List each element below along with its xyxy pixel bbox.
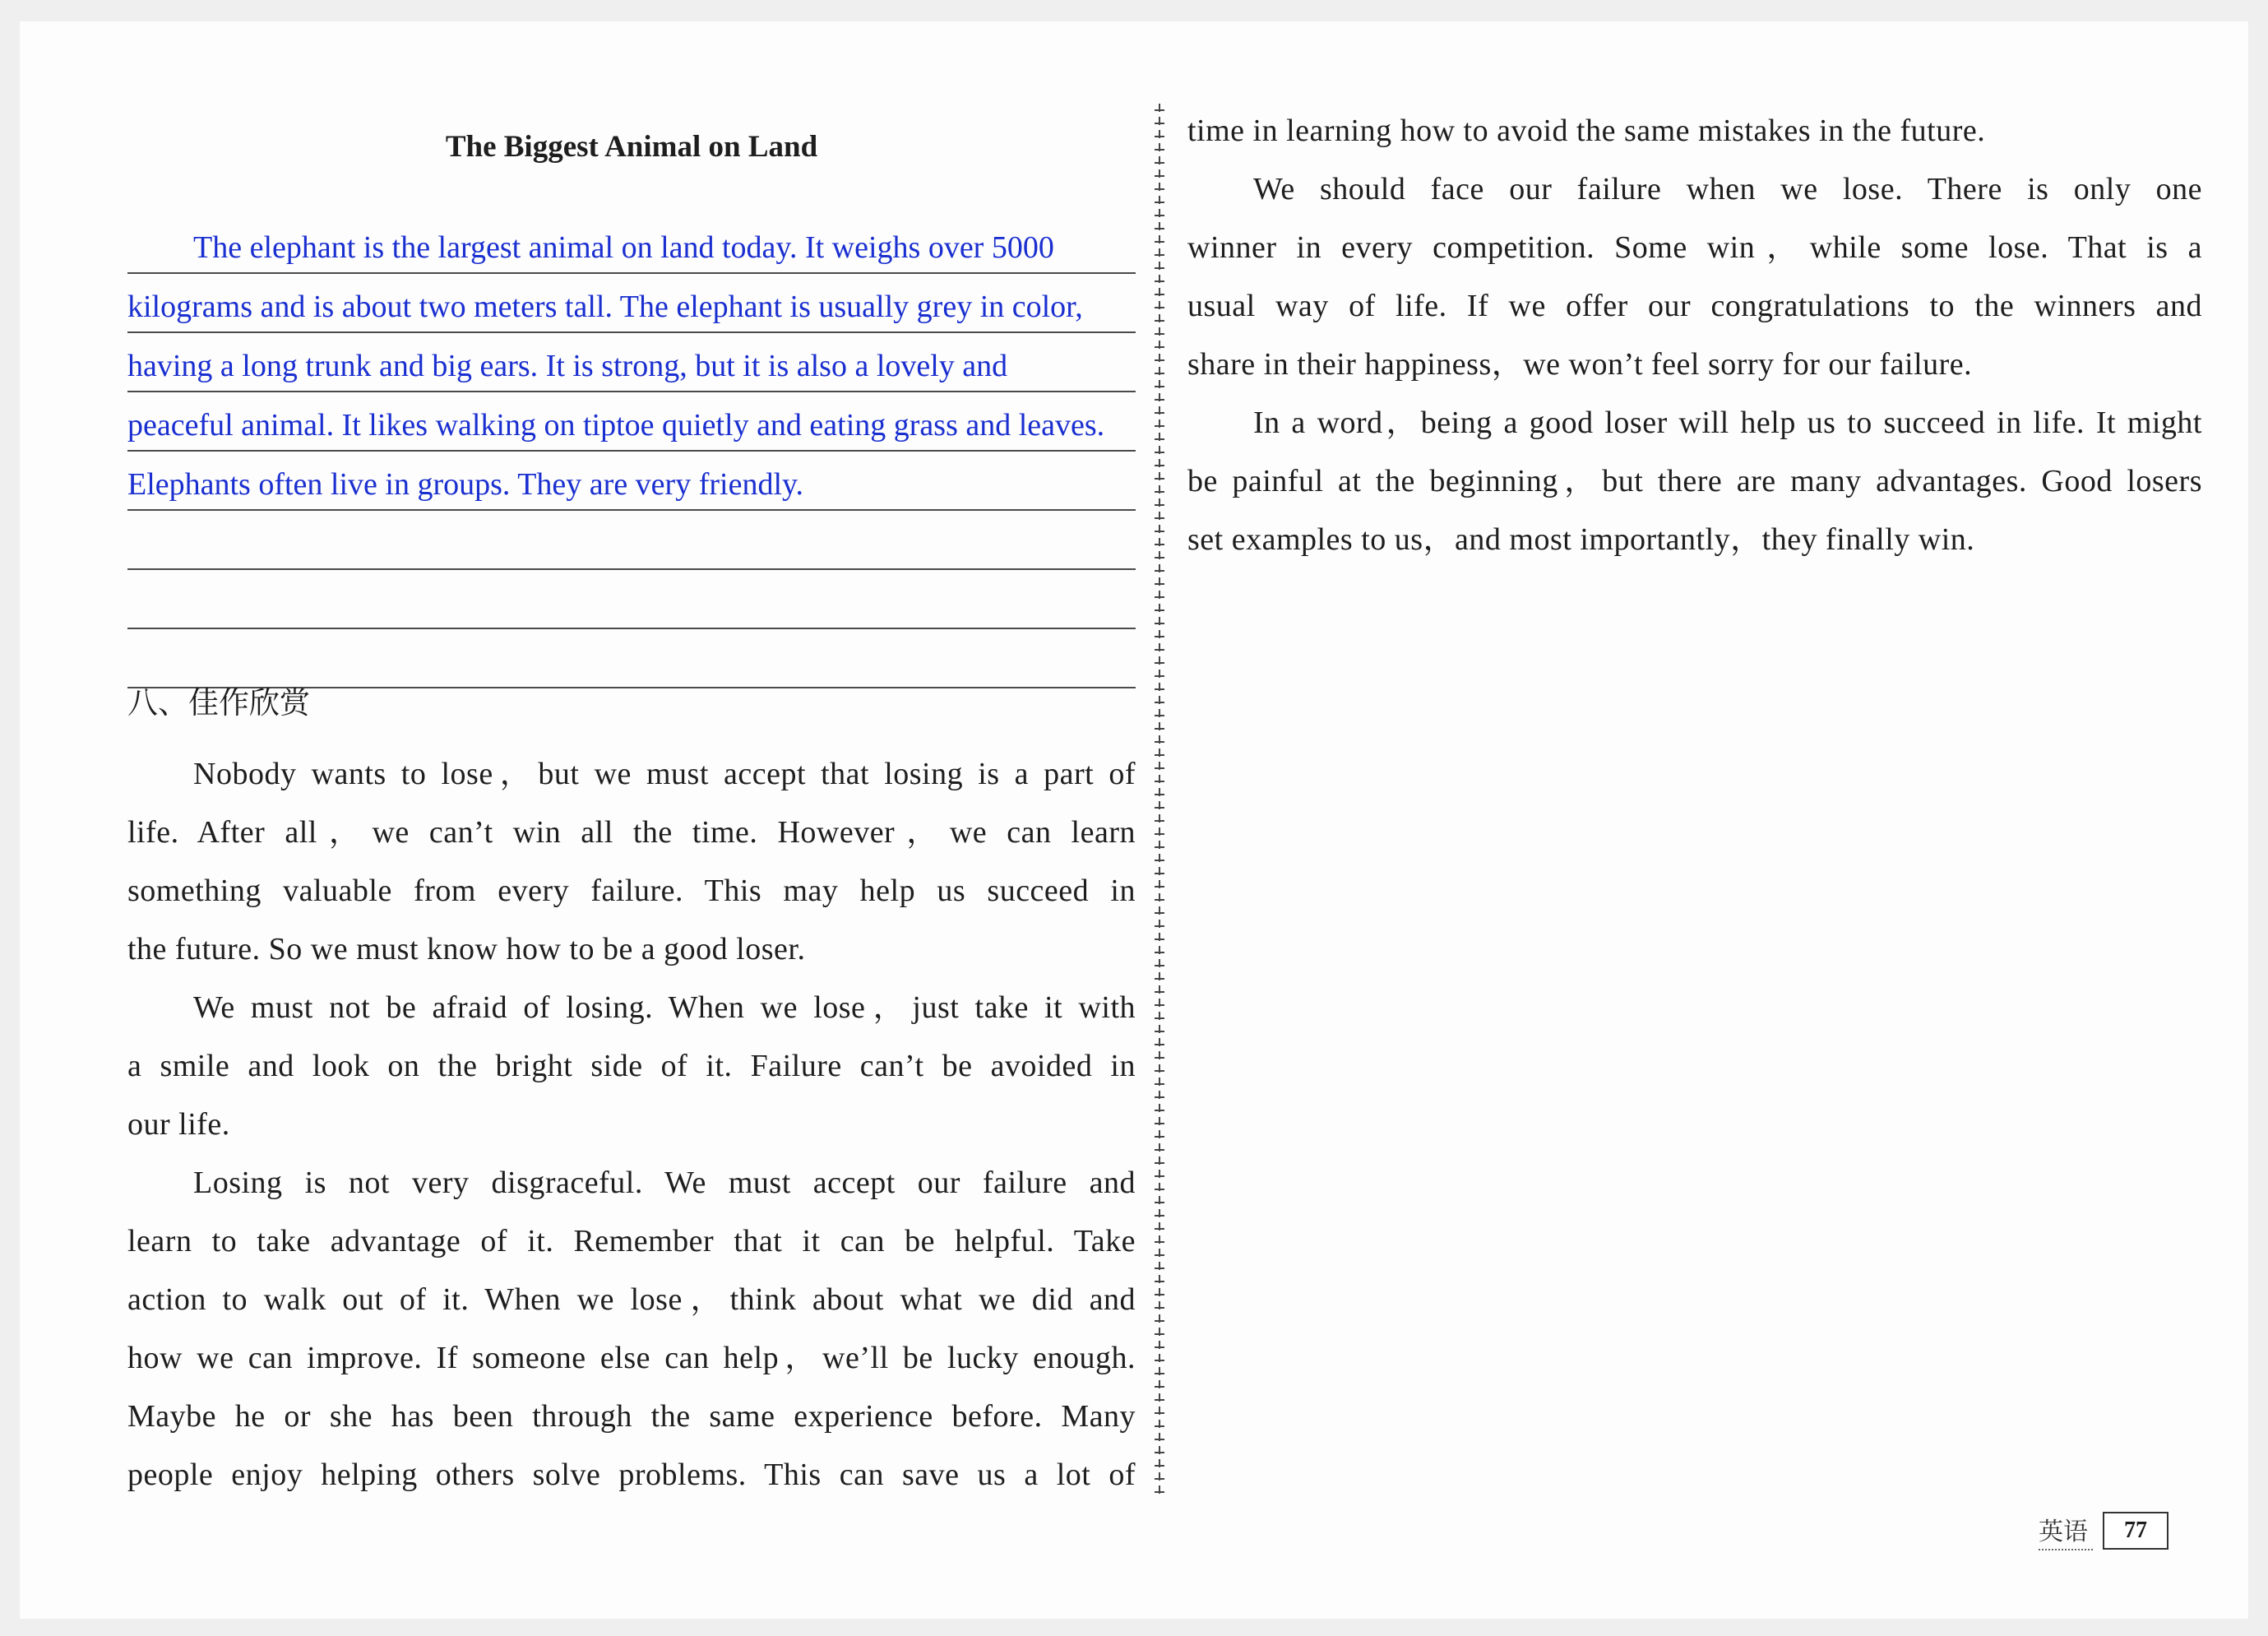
text-line: learn to take advantage of it. Remember that it can be helpful. Take [127,1224,1136,1258]
paragraph-2 [127,979,1136,1154]
text-line: time in learning how to avoid the same mistakes in the future. [1187,114,1986,148]
writing-line: The elephant is the largest animal on land today. It weighs over 5000 [127,215,1136,274]
text-line: usual way of life. If we offer our congratulations to the winners and [1187,289,2202,323]
text-line: our life. [127,1107,230,1142]
text-line: something valuable from every failure. This may help us succeed in [127,874,1136,908]
text-line: action to walk out of it. When we lose，think about what we did and [127,1282,1136,1317]
writing-line: peaceful animal. It likes walking on tiptoe quietly and eating grass and leaves. [127,392,1136,452]
cut-line-divider [1150,104,1169,1494]
section-heading: 八、佳作欣赏 [127,685,310,721]
writing-lines [127,215,1136,688]
subject-label: 英语 [2039,1511,2093,1550]
text-line: how we can improve. If someone else can help，we’ll be lucky enough. [127,1341,1136,1375]
writing-line: kilograms and is about two meters tall. The elephant is usually grey in color, [127,274,1136,333]
text-line: Losing is not very disgraceful. We must accept our failure and [193,1166,1136,1200]
text-line: be painful at the beginning，but there are many advantages. Good losers [1187,464,2202,498]
paragraph-1 [127,745,1136,979]
paragraph-continued [1187,102,2202,160]
text-line: set examples to us，and most importantly，they finally win. [1187,522,1975,557]
text-line: We should face our failure when we lose. There is only one [1253,172,2202,206]
page-number: 77 [2103,1512,2168,1550]
text-line: share in their happiness，we won’t feel sorry for our failure. [1187,347,1973,382]
essay-title: The Biggest Animal on Land [445,130,818,164]
writing-line-blank [127,511,1136,570]
text-line: Maybe he or she has been through the same experience before. Many [127,1399,1136,1434]
paragraph-5 [1187,394,2202,569]
right-column [1187,102,2202,569]
text-line: Nobody wants to lose，but we must accept that losing is a part of [193,757,1136,791]
text-line: people enjoy helping others solve problems. This can save us a lot of [127,1458,1136,1492]
worksheet-page [20,21,2248,1619]
writing-line: Elephants often live in groups. They are very friendly. [127,452,1136,511]
text-line: winner in every competition. Some win，while some lose. That is a [1187,230,2202,265]
text-line: the future. So we must know how to be a good loser. [127,932,806,966]
model-essay-left [127,745,1136,1504]
text-line: life. After all，we can’t win all the time. However，we can learn [127,815,1136,850]
writing-line: having a long trunk and big ears. It is strong, but it is also a lovely and [127,333,1136,392]
paragraph-3 [127,1154,1136,1504]
paragraph-4 [1187,160,2202,394]
writing-line-blank [127,570,1136,629]
page-footer [2039,1512,2168,1550]
text-line: In a word，being a good loser will help us to succeed in life. It might [1253,406,2202,440]
text-line: We must not be afraid of losing. When we lose，just take it with [193,990,1136,1025]
text-line: a smile and look on the bright side of it. Failure can’t be avoided in [127,1049,1136,1083]
